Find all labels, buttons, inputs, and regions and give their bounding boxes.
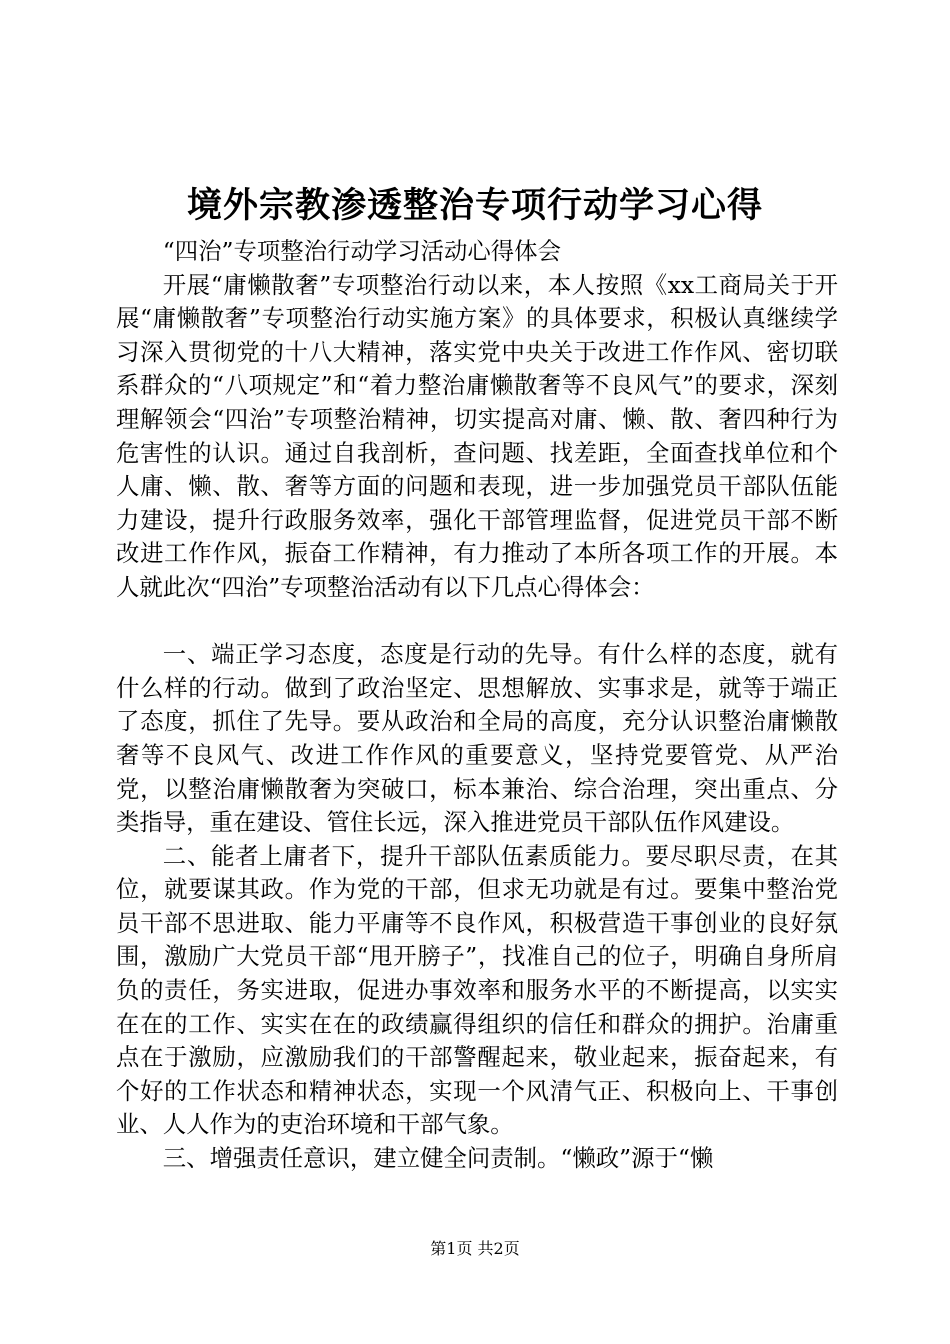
point-two-paragraph: 二、能者上庸者下，提升干部队伍素质能力。要尽职尽责，在其位，就要谋其政。作为党的干部，但求无功就是有过。要集中整治党员干部不思进取、能力平庸等不良作风，积极营造干事创业的良好氛围，激励广大党员干部“甩开膀子”，找准自己的位子，明确自身所肩负的责任，务实进取，促进办事效率和服务水平的不断提高，以实实在在的工作、实实在在的政绩赢得组织的信任和群众的拥护。治庸重点在于激励，应激励我们的干部警醒起来，敬业起来，振奋起来，有个好的工作状态和精神状态，实现一个风清气正、积极向上、干事创业、人人作为的吏治环境和干部气象。 xyxy=(116,841,838,1139)
subtitle-paragraph: “四治”专项整治行动学习活动心得体会 xyxy=(162,237,561,265)
point-three-paragraph: 三、增强责任意识，建立健全问责制。“懒政”源于“懒 xyxy=(162,1144,714,1173)
page-footer: 第1页 共2页 xyxy=(430,1239,520,1258)
point-one-paragraph: 一、端正学习态度，态度是行动的先导。有什么样的态度，就有什么样的行动。做到了政治坚定、思想解放、实事求是，就等于端正了态度，抓住了先导。要从政治和全局的高度，充分认识整治庸懒散奢等不良风气、改进工作作风的重要意义，坚持党要管党、从严治党，以整治庸懒散奢为突破口，标本兼治、综合治理，突出重点、分类指导，重在建设、管住长远，深入推进党员干部队伍作风建设。 xyxy=(116,640,838,837)
intro-paragraph: 开展“庸懒散奢”专项整治行动以来，本人按照《xx工商局关于开展“庸懒散奢”专项整治行动实施方案》的具体要求，积极认真继续学习深入贯彻党的十八大精神，落实党中央关于改进工作作风、密切联系群众的“八项规定”和“着力整治庸懒散奢等不良风气”的要求，深刻理解领会“四治”专项整治精神，切实提高对庸、懒、散、奢四种行为危害性的认识。通过自我剖析，查问题、找差距，全面查找单位和个人庸、懒、散、奢等方面的问题和表现，进一步加强党员干部队伍能力建设，提升行政服务效率，强化干部管理监督，促进党员干部不断改进工作作风，振奋工作精神，有力推动了本所各项工作的开展。本人就此次“四治”专项整治活动有以下几点心得体会： xyxy=(116,270,838,601)
document-body xyxy=(116,235,838,1176)
document-title: 境外宗教渗透整治专项行动学习心得 xyxy=(186,185,763,226)
